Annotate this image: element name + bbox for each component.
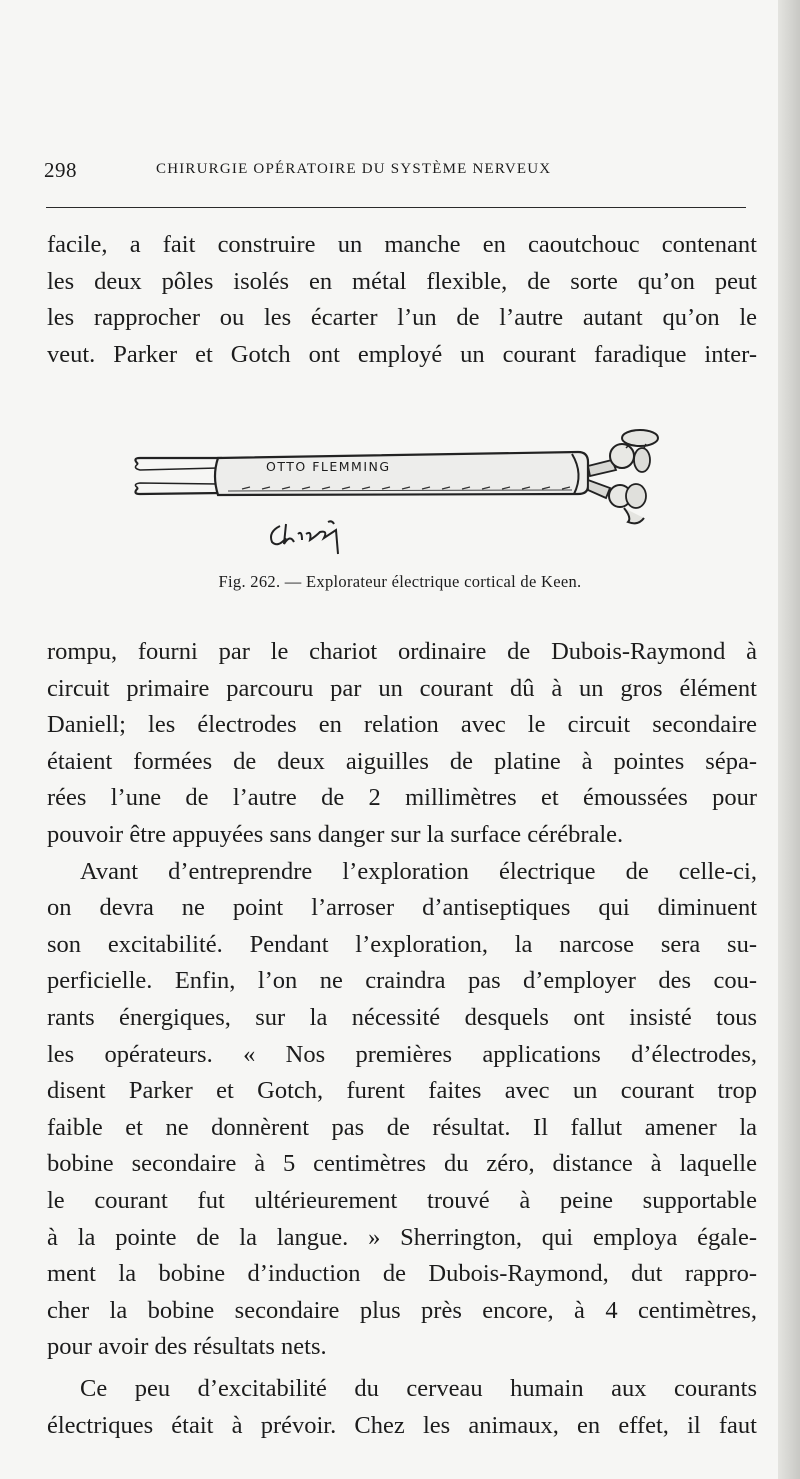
- text-line: électriques était à prévoir. Chez les animaux, en effet, il faut: [47, 1411, 757, 1439]
- text-line: faible et ne donnèrent pas de résultat. Il fallut amener la: [47, 1113, 757, 1141]
- page-number: 298: [44, 158, 77, 182]
- text-line: ment la bobine d’induction de Dubois-Raymond, dut rappro-: [47, 1260, 757, 1288]
- text-line: son excitabilité. Pendant l’exploration, la narcose sera su-: [47, 930, 757, 958]
- text-line: rées l’une de l’autre de 2 millimètres et émoussées pour: [47, 784, 757, 812]
- paragraph-3: [47, 1371, 757, 1444]
- text-line: le courant fut ultérieurement trouvé à peine supportable: [47, 1186, 757, 1214]
- text-line: à la pointe de la langue. » Sherrington, qui employa égale-: [47, 1223, 757, 1251]
- text-line: facile, a fait construire un manche en caoutchouc contenant: [47, 231, 757, 258]
- text-line: étaient formées de deux aiguilles de platine à pointes sépa-: [47, 747, 757, 775]
- figure-electrode-illustration: [132, 418, 672, 578]
- text-line: pouvoir être appuyées sans danger sur la surface cérébrale.: [47, 820, 624, 848]
- text-line: perficielle. Enfin, l’on ne craindra pas d’employer des cou-: [47, 967, 757, 995]
- text-line: on devra ne point l’arroser d’antiseptiques qui diminuent: [47, 894, 757, 922]
- text-line: rompu, fourni par le chariot ordinaire de Dubois-Raymond à: [47, 638, 757, 665]
- text-line: pour avoir des résultats nets.: [47, 1333, 327, 1361]
- text-line: bobine secondaire à 5 centimètres du zéro, distance à laquelle: [47, 1150, 757, 1178]
- text-line: disent Parker et Gotch, furent faites avec un courant trop: [47, 1077, 757, 1105]
- text-line: rants énergiques, sur la nécessité desquels ont insisté tous: [47, 1003, 757, 1031]
- paragraph-1: [47, 227, 757, 373]
- header-rule: [46, 207, 746, 208]
- text-line: les rapprocher ou les écarter l’un de l’autre autant qu’on le: [47, 304, 757, 332]
- figure-caption: Fig. 262. — Explorateur électrique cortical de Keen.: [218, 572, 582, 591]
- text-line: les opérateurs. « Nos premières applications d’électrodes,: [47, 1040, 757, 1068]
- text-line: circuit primaire parcouru par un courant dû à un gros élément: [47, 674, 757, 702]
- text-line: Daniell; les électrodes en relation avec le circuit secondaire: [47, 711, 757, 739]
- running-header: [44, 158, 748, 188]
- text-line: les deux pôles isolés en métal flexible, de sorte qu’on peut: [47, 267, 757, 295]
- text-line: veut. Parker et Gotch ont employé un courant faradique inter-: [47, 340, 757, 368]
- running-title: CHIRURGIE OPÉRATOIRE DU SYSTÈME NERVEUX: [156, 161, 552, 177]
- text-line: Ce peu d’excitabilité du cerveau humain aux courants: [80, 1375, 757, 1402]
- signature-mark: [271, 521, 338, 554]
- text-line: Avant d’entreprendre l’exploration électrique de celle-ci,: [80, 857, 757, 885]
- text-line: cher la bobine secondaire plus près encore, à 4 centimètres,: [47, 1296, 757, 1324]
- paragraph-2: [47, 634, 757, 1366]
- electrode-drawing: [132, 418, 672, 578]
- maker-engraving: OTTO FLEMMING: [266, 459, 391, 474]
- page-edge-shadow: [778, 0, 800, 1479]
